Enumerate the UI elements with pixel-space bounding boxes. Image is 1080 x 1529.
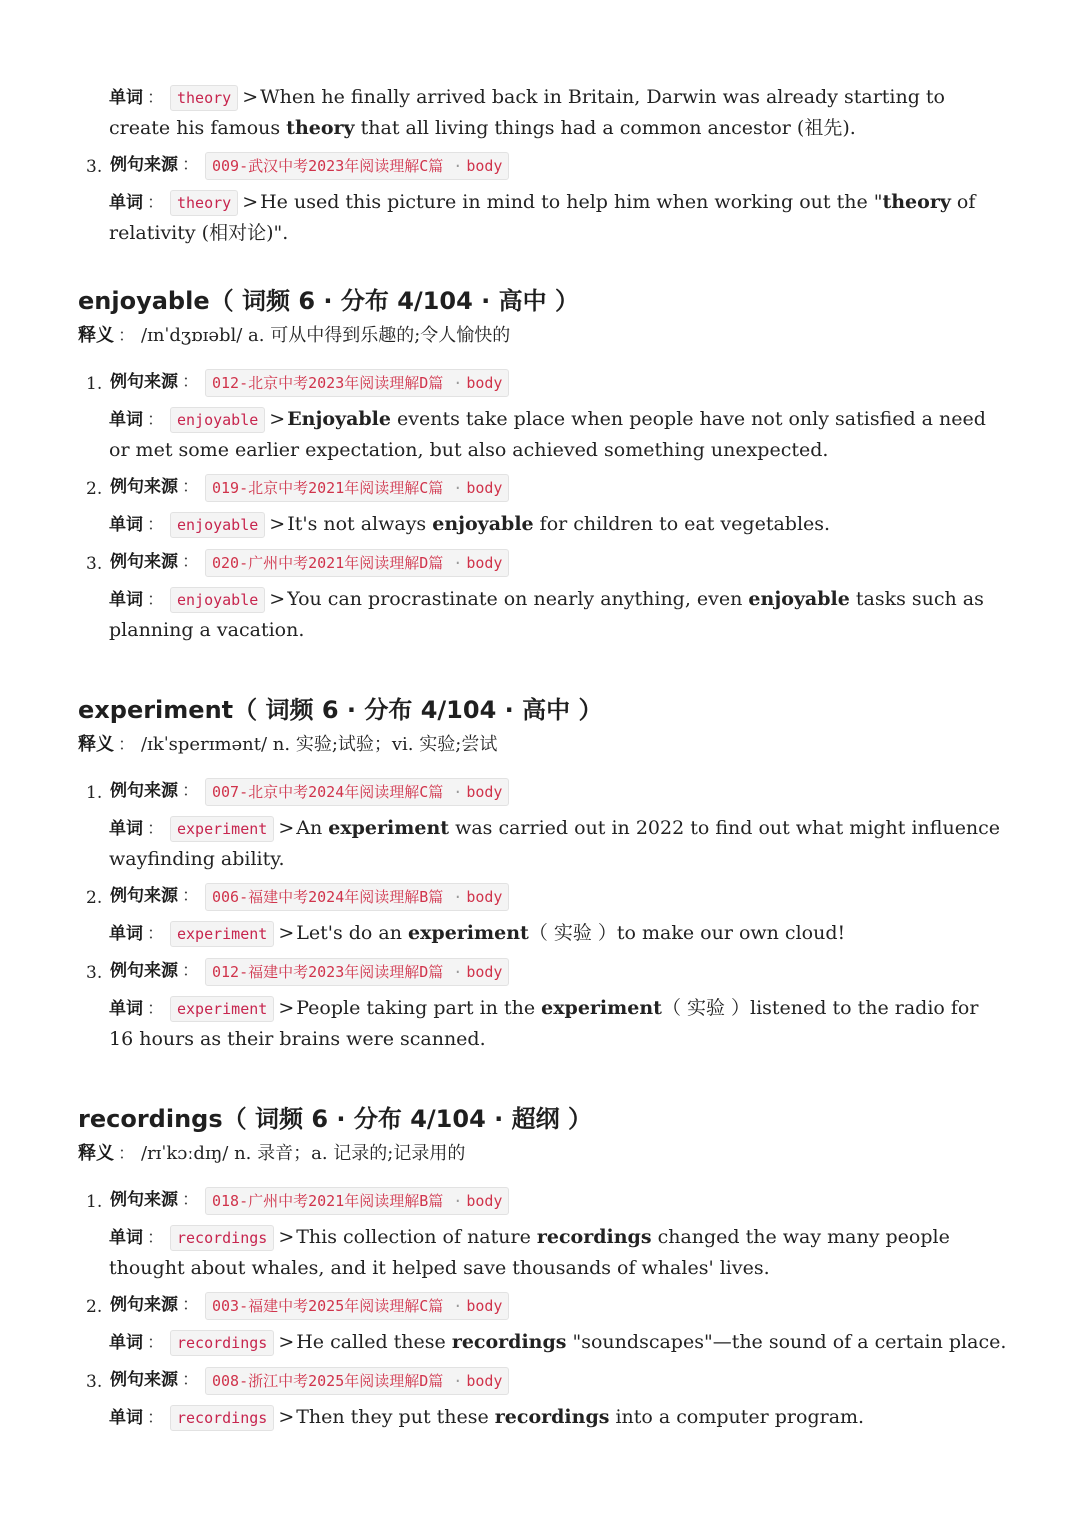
sentence-post: that all living things had a common ancestor (祖先).: [354, 117, 856, 139]
word-chip: enjoyable: [170, 512, 265, 538]
definition-text: /ɪnˈdʒɒɪəbl/ a. 可从中得到乐趣的;令人愉快的: [141, 325, 511, 346]
word-entry-enjoyable: [78, 284, 1008, 651]
example-list: [78, 775, 1008, 1054]
source-label: 例句来源: [110, 961, 178, 981]
word-chip: experiment: [170, 816, 274, 842]
example-source-row: 3. 例句来源 ： 020-广州中考2021年阅读理解D篇 · body: [78, 546, 1008, 580]
word-label: 单词: [109, 819, 143, 839]
example-list: [78, 1184, 1008, 1433]
sentence-post: （ 实验 ）to make our own cloud!: [528, 922, 846, 944]
sentence-keyword: experiment: [328, 817, 450, 839]
word-label: 单词: [109, 590, 143, 610]
sentence-keyword: Enjoyable: [287, 408, 391, 430]
word-label: 单词: [109, 1228, 143, 1248]
word-label: 单词: [109, 1333, 143, 1353]
sentence-keyword: enjoyable: [432, 513, 534, 535]
sentence-post: into a computer program.: [609, 1406, 865, 1428]
source-label: 例句来源: [110, 1190, 178, 1210]
example-source-row: 2. 例句来源 ： 006-福建中考2024年阅读理解B篇 · body: [78, 880, 1008, 914]
word-label: 单词: [109, 924, 143, 944]
definition-label: 释义: [78, 734, 114, 755]
word-label: 单词: [109, 88, 143, 108]
sentence-keyword: experiment: [541, 997, 662, 1019]
sentence-post: tasks such as planning a vacation.: [109, 588, 984, 641]
source-chip: 018-广州中考2021年阅读理解B篇 · body: [205, 1187, 509, 1215]
entry-title: [78, 284, 1008, 318]
example-number: 3.: [86, 157, 103, 177]
source-chip: 012-福建中考2023年阅读理解D篇 · body: [205, 958, 509, 986]
source-chip: 020-广州中考2021年阅读理解D篇 · body: [205, 549, 509, 577]
word-label: 单词: [109, 1408, 143, 1428]
entry-meta: （ 词频 6 · 分布 4/104 · 高中 ）: [209, 287, 579, 315]
sentence-pre: You can procrastinate on nearly anything, even: [287, 588, 749, 610]
example-number: 2.: [86, 888, 103, 908]
sentence-pre: This collection of nature: [296, 1226, 537, 1248]
source-label: 例句来源: [110, 1295, 178, 1315]
sentence-pre: He used this picture in mind to help him when working out the ": [260, 191, 883, 213]
example-sentence: 单词 ： theory > When he finally arrived back in Britain, Darwin was already starting to create his famous theory that all living things had a common ancestor (祖先).: [109, 86, 945, 139]
sentence-pre: An: [296, 817, 329, 839]
source-label: 例句来源: [110, 552, 178, 572]
source-label: 例句来源: [110, 477, 178, 497]
word-label: 单词: [109, 193, 143, 213]
example-sentence: 单词 ： recordings > Then they put these recordings into a computer program.: [78, 1402, 1008, 1433]
sentence-pre: He called these: [296, 1331, 452, 1353]
sentence-post: changed the way many people thought about whales, and it helped save thousands of whales' lives.: [109, 1226, 950, 1279]
entry-title: [78, 693, 1008, 727]
source-label: 例句来源: [110, 781, 178, 801]
example-source-row: 3. 例句来源 ： 012-福建中考2023年阅读理解D篇 · body: [78, 955, 1008, 989]
headword: experiment: [78, 696, 234, 724]
headword: enjoyable: [78, 287, 210, 315]
word-entry-recordings: [78, 1102, 1008, 1439]
sentence-pre: Then they put these: [296, 1406, 495, 1428]
sentence-keyword: recordings: [494, 1406, 610, 1428]
example-sentence: 单词 ： experiment > An experiment was carried out in 2022 to find out what might influence wayfinding ability.: [109, 817, 1001, 870]
word-label: 单词: [109, 999, 143, 1019]
headword: recordings: [78, 1105, 223, 1133]
sentence-post: of relativity (相对论)".: [109, 191, 976, 244]
sentence-post: for children to eat vegetables.: [533, 513, 831, 535]
example-number: 3.: [86, 1372, 103, 1392]
example-source-row: 2. 例句来源 ： 019-北京中考2021年阅读理解C篇 · body: [78, 471, 1008, 505]
word-chip: recordings: [170, 1225, 274, 1251]
entry-meta: （ 词频 6 · 分布 4/104 · 高中 ）: [233, 696, 603, 724]
source-label: 例句来源: [110, 372, 178, 392]
sentence-pre: Let's do an: [296, 922, 408, 944]
source-chip: 009-武汉中考2023年阅读理解C篇 · body: [205, 152, 509, 180]
example-sentence: 单词 ： experiment > People taking part in the experiment（ 实验 ）listened to the radio for 16 hours as their brains were scanned.: [109, 997, 979, 1050]
source-label: 例句来源: [110, 155, 178, 175]
example-sentence: 单词 ： enjoyable > You can procrastinate on nearly anything, even enjoyable tasks such as planning a vacation.: [109, 588, 984, 641]
word-label: 单词: [109, 515, 143, 535]
example-number: 3.: [86, 963, 103, 983]
word-chip: recordings: [170, 1330, 274, 1356]
entry-definition: 释义 ： /rɪˈkɔːdɪŋ/ n. 录音；a. 记录的;记录用的: [78, 1143, 466, 1164]
word-chip: enjoyable: [170, 407, 265, 433]
sentence-pre: People taking part in the: [296, 997, 542, 1019]
source-chip: 007-北京中考2024年阅读理解C篇 · body: [205, 778, 509, 806]
entry-title: [78, 1102, 1008, 1136]
example-number: 1.: [86, 374, 103, 394]
sentence-keyword: theory: [286, 117, 355, 139]
example-number: 1.: [86, 1192, 103, 1212]
source-chip: 003-福建中考2025年阅读理解C篇 · body: [205, 1292, 509, 1320]
sentence-keyword: experiment: [408, 922, 529, 944]
definition-text: /ɪkˈsperɪmənt/ n. 实验;试验；vi. 实验;尝试: [141, 734, 498, 755]
sentence-post: "soundscapes"—the sound of a certain place.: [566, 1331, 1007, 1353]
source-chip: 008-浙江中考2025年阅读理解D篇 · body: [205, 1367, 509, 1395]
example-sentence: 单词 ： theory > He used this picture in mind to help him when working out the "theory of relativity (相对论)".: [109, 191, 976, 244]
source-chip: 019-北京中考2021年阅读理解C篇 · body: [205, 474, 509, 502]
definition-label: 释义: [78, 1143, 114, 1164]
source-label: 例句来源: [110, 886, 178, 906]
example-source-row: 3. 例句来源 ： 009-武汉中考2023年阅读理解C篇 · body: [78, 149, 1008, 183]
sentence-keyword: enjoyable: [748, 588, 850, 610]
previous-entry-continuation: [78, 78, 1008, 254]
word-chip: theory: [170, 190, 238, 216]
word-entry-experiment: [78, 693, 1008, 1060]
word-chip: enjoyable: [170, 587, 265, 613]
example-number: 1.: [86, 783, 103, 803]
entry-definition: 释义 ： /ɪkˈsperɪmənt/ n. 实验;试验；vi. 实验;尝试: [78, 734, 498, 755]
example-sentence: 单词 ： enjoyable > It's not always enjoyable for children to eat vegetables.: [78, 509, 1008, 540]
sentence-keyword: recordings: [451, 1331, 567, 1353]
definition-label: 释义: [78, 325, 114, 346]
example-source-row: 1. 例句来源 ： 012-北京中考2023年阅读理解D篇 · body: [78, 366, 1008, 400]
definition-text: /rɪˈkɔːdɪŋ/ n. 录音；a. 记录的;记录用的: [141, 1143, 466, 1164]
source-chip: 012-北京中考2023年阅读理解D篇 · body: [205, 369, 509, 397]
example-list: [78, 366, 1008, 645]
sentence-pre: It's not always: [287, 513, 433, 535]
sentence-keyword: theory: [882, 191, 951, 213]
example-number: 3.: [86, 554, 103, 574]
sentence-post: was carried out in 2022 to find out what might influence wayfinding ability.: [109, 817, 1001, 870]
entry-meta: （ 词频 6 · 分布 4/104 · 超纲 ）: [222, 1105, 592, 1133]
sentence-keyword: recordings: [536, 1226, 652, 1248]
source-label: 例句来源: [110, 1370, 178, 1390]
example-source-row: 3. 例句来源 ： 008-浙江中考2025年阅读理解D篇 · body: [78, 1364, 1008, 1398]
example-source-row: 1. 例句来源 ： 018-广州中考2021年阅读理解B篇 · body: [78, 1184, 1008, 1218]
sentence-post: events take place when people have not only satisfied a need or met some earlier expectation, but also achieved something unexpected.: [109, 408, 986, 461]
example-number: 2.: [86, 479, 103, 499]
example-sentence: 单词 ： recordings > This collection of nature recordings changed the way many people thought about whales, and it helped save thousands of whales' lives.: [109, 1226, 950, 1279]
entry-definition: 释义 ： /ɪnˈdʒɒɪəbl/ a. 可从中得到乐趣的;令人愉快的: [78, 325, 511, 346]
word-chip: recordings: [170, 1405, 274, 1431]
sentence-post: （ 实验 ）listened to the radio for 16 hours as their brains were scanned.: [109, 997, 979, 1050]
example-sentence: 单词 ： experiment > Let's do an experiment（ 实验 ）to make our own cloud!: [78, 918, 1008, 949]
source-chip: 006-福建中考2024年阅读理解B篇 · body: [205, 883, 509, 911]
word-chip: experiment: [170, 921, 274, 947]
word-label: 单词: [109, 410, 143, 430]
word-chip: theory: [170, 85, 238, 111]
sentence-pre: When he finally arrived back in Britain, Darwin was already starting to create his famous: [109, 86, 945, 139]
example-sentence: 单词 ： recordings > He called these recordings "soundscapes"—the sound of a certain place.: [78, 1327, 1008, 1358]
word-chip: experiment: [170, 996, 274, 1022]
example-source-row: 2. 例句来源 ： 003-福建中考2025年阅读理解C篇 · body: [78, 1289, 1008, 1323]
example-number: 2.: [86, 1297, 103, 1317]
example-sentence: 单词 ： enjoyable > Enjoyable events take place when people have not only satisfied a need or met some earlier expectation, but also achieved something unexpected.: [109, 408, 986, 461]
example-source-row: 1. 例句来源 ： 007-北京中考2024年阅读理解C篇 · body: [78, 775, 1008, 809]
